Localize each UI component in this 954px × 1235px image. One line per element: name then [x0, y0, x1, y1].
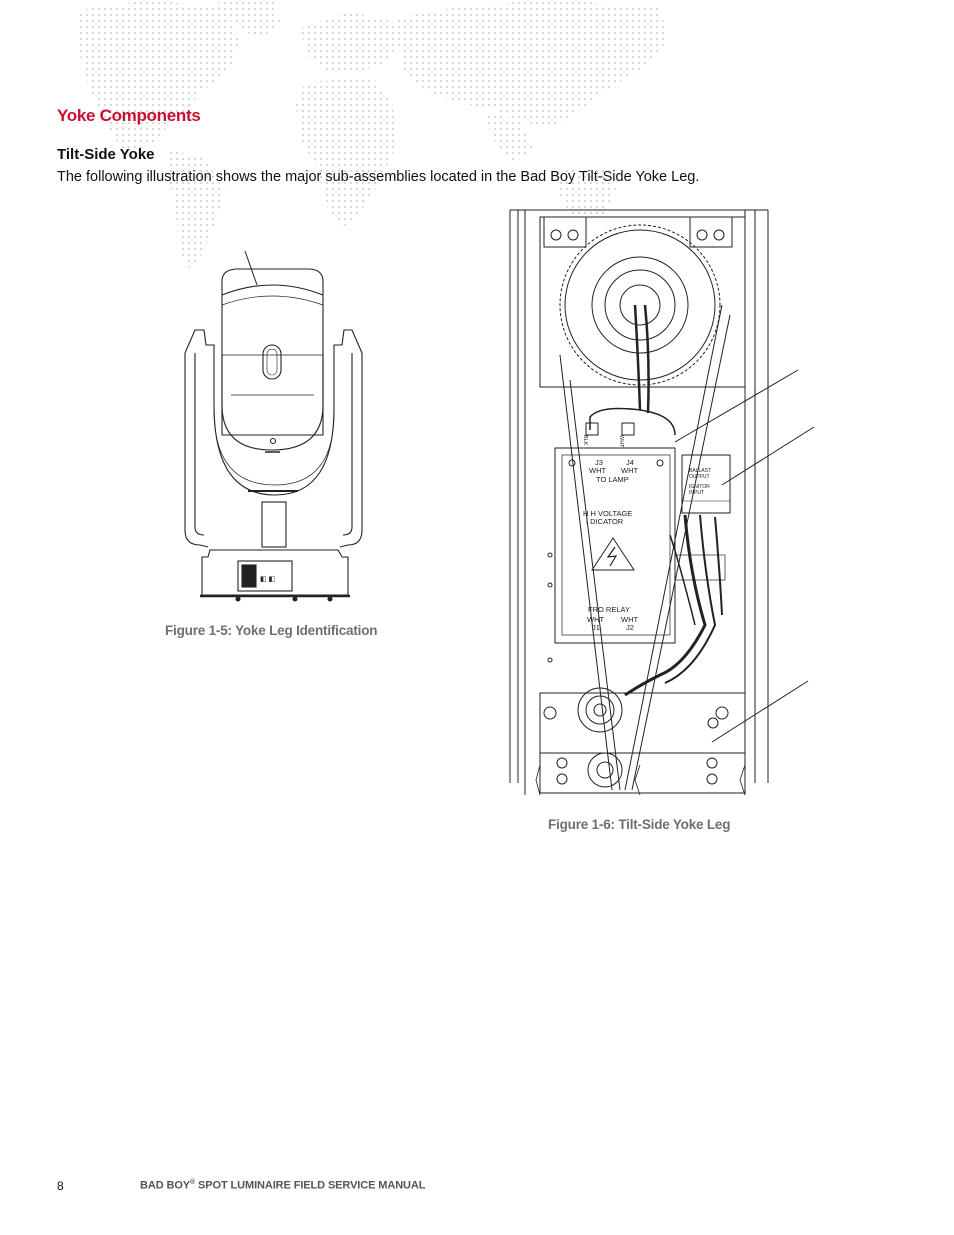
from-relay-label: FRO RELAY [588, 605, 630, 614]
page-number: 8 [57, 1179, 64, 1193]
footer-title-text: SPOT LUMINAIRE FIELD SERVICE MANUAL [195, 1179, 426, 1192]
to-lamp-label: TO LAMP [596, 475, 629, 484]
yoke-leg-identification-drawing [160, 245, 400, 615]
high-voltage-label-line1: H H VOLTAGE [583, 509, 633, 518]
figure-1-5-caption: Figure 1-5: Yoke Leg Identification [165, 623, 378, 638]
svg-text:◧ ◧: ◧ ◧ [260, 576, 276, 583]
footer-brand: BAD BOY [140, 1179, 191, 1192]
tilt-side-yoke-leg-drawing [500, 205, 830, 805]
subsection-title: Tilt-Side Yoke [57, 146, 155, 163]
wht-label-c: WHT [587, 615, 605, 624]
j2-label: J2 [626, 623, 634, 632]
high-voltage-label-line2: I DICATOR [586, 517, 624, 526]
wht-wire-label: WHT [618, 435, 624, 448]
wht-label-b: WHT [621, 466, 639, 475]
j1-label: J1 [592, 623, 600, 632]
output-label: OUTPUT [689, 474, 710, 480]
wht-label-a: WHT [589, 466, 607, 475]
wht-label-d: WHT [621, 615, 639, 624]
input-label: INPUT [689, 490, 704, 496]
ballast-label: BALLAST [689, 468, 711, 474]
blk-wire-label: BLK [582, 435, 588, 446]
ignitor-label: IGNITOR [689, 484, 710, 490]
section-title: Yoke Components [57, 106, 201, 125]
j4-label: J4 [626, 458, 634, 467]
registered-mark: ® [190, 1179, 196, 1186]
figure-1-6-caption: Figure 1-6: Tilt-Side Yoke Leg [548, 817, 731, 832]
intro-paragraph: The following illustration shows the major sub-assemblies located in the Bad Boy Tilt-Side Yoke Leg. [57, 169, 700, 185]
footer-manual-title [140, 1179, 425, 1192]
j3-label: J3 [595, 458, 603, 467]
